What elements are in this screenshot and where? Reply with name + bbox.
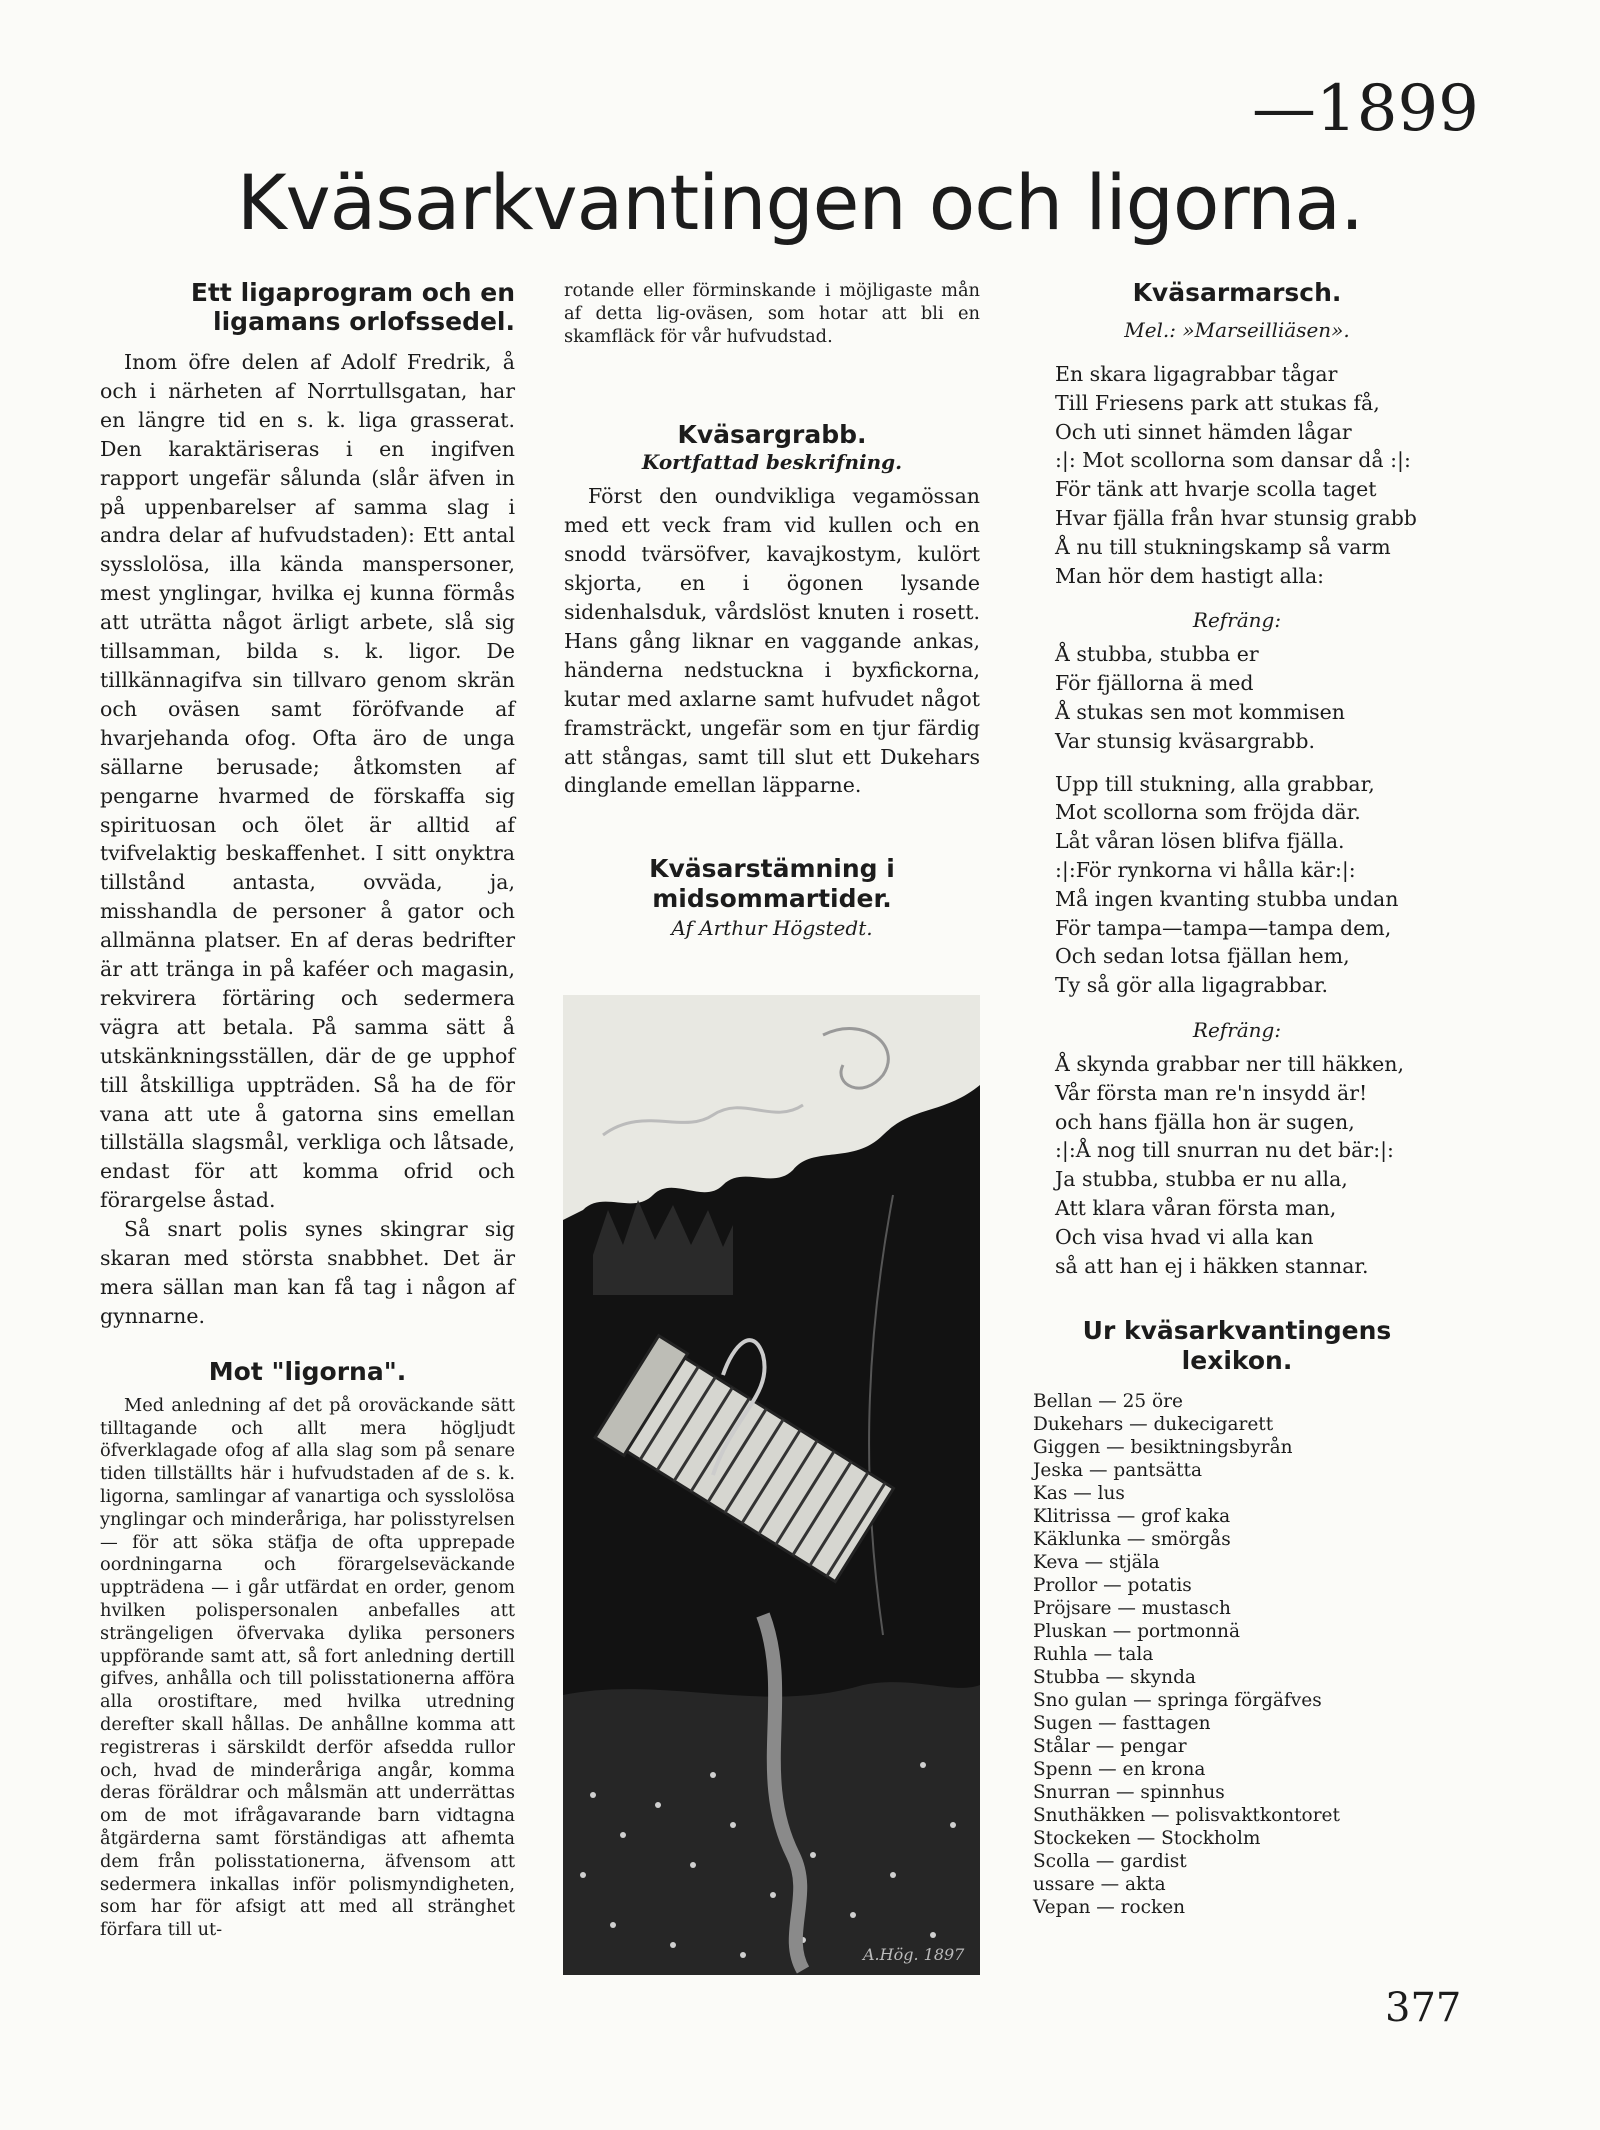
poem-line: Ty så gör alla ligagrabbar.: [1055, 973, 1329, 998]
lexicon-entry: Keva — stjäla: [1033, 1552, 1160, 1574]
byline: Af Arthur Högstedt.: [671, 916, 873, 941]
lexicon-entry: Snurran — spinnhus: [1033, 1782, 1225, 1804]
poem-line: Ja stubba, stubba er nu alla,: [1055, 1167, 1348, 1192]
lexicon-entry: Dukehars — dukecigarett: [1033, 1414, 1274, 1436]
year-header: —1899: [1252, 72, 1479, 146]
paragraph: rotande eller förminskande i möjligaste mån af detta lig-oväsen, som hotar att bli en skamfläck för vår hufvudstad.: [564, 280, 980, 347]
poem-line: Och sedan lotsa fjällan hem,: [1055, 944, 1350, 969]
lexicon-entry: Scolla — gardist: [1033, 1851, 1187, 1873]
poem-line: Å skynda grabbar ner till häkken,: [1055, 1051, 1405, 1076]
poem-line: Mot scollorna som fröjda där.: [1055, 800, 1361, 825]
poem-line: :|:För rynkorna vi hålla kär:|:: [1055, 857, 1356, 882]
poem-line: Å stubba, stubba er: [1055, 642, 1259, 667]
lexicon-entry: Pluskan — portmonnä: [1033, 1621, 1240, 1643]
section-heading-mot-ligorna: Mot "ligorna".: [208, 1356, 407, 1386]
lexicon-entry: Stålar — pengar: [1033, 1736, 1187, 1758]
poem-line: Upp till stukning, alla grabbar,: [1055, 771, 1375, 796]
article-ligaprogram: [100, 348, 515, 1331]
poem-line: Var stunsig kväsargrabb.: [1055, 728, 1316, 753]
svg-text:A.Hög. 1897: A.Hög. 1897: [863, 1945, 965, 1964]
paragraph: Först den oundvikliga vegamössan med ett veck fram vid kullen och en snodd tvärsöfver, kavajkostym, kulört skjorta, en i ögonen lysande sidenhalsduk, vårdslöst knuten i rosett. Hans gång liknar en vaggande ankas, händerna nedstuckna i byxfickorna, kutar med axlarne samt hufvudet något framsträckt, ungefär som en tjur färdig att stångas, samt till slut ett Dukehars dinglande emellan läpparne.: [564, 484, 980, 798]
melody-note: Mel.: »Marseilliäsen».: [1124, 318, 1350, 342]
paragraph: Med anledning af det på oroväckande sätt tilltagande och allt mera högljudt öfverklagade ofog af alla slag som på senare tiden tillställts här i hufvudstaden af de s. k. ligorna, samlingar af vanartiga och sysslolösa ynglingar och minderåriga, har polisstyrelsen — för att söka stäfja de ofta upprepade oordningarna och förargelseväckande uppträdena — i går utfärdat en order, genom hvilken polispersonalen anbefalles att strängeligen öfvervaka dylika personers uppförande samt att, så fort anledning dertill gifves, anhålla och till polisstationerna afföra alla orostiftare, med hvilka utredning derefter skall hållas. De anhållne komma att registreras i särskildt derför afsedda rullor och, hvad de minderåriga angår, komma deras föräldrar och målsmän att underrättas om de mot ifrågavarande barn vidtagna åtgärderna samt förständigas att afhemta dem från polisstationerna, äfvensom att sedermera inkallas inför polismyndigheten, som har för afsigt att med all stränghet förfara till ut-: [100, 1394, 515, 1941]
lexicon-entry: Snuthäkken — polisvaktkontoret: [1033, 1805, 1340, 1827]
refrain-label: Refräng:: [1192, 608, 1282, 633]
poem-line: Å stukas sen mot kommisen: [1055, 699, 1345, 724]
lexicon-entry: Sugen — fasttagen: [1033, 1713, 1211, 1735]
poem-line: Att klara våran första man,: [1055, 1195, 1337, 1220]
paragraph: Inom öfre delen af Adolf Fredrik, å och i närheten af Norrtullsgatan, har en längre tid en s. k. liga grasserat. Den karaktäriseras i en ingifven rapport ungefär sålunda (slår äfven in på uppenbarelser af samma slag i andra delar af hufvudstaden): Ett antal sysslolösa, illa kända manspersoner, mest ynglingar, hvilka ej kunna förmås att uträtta något ärligt arbete, slå sig tillsamman, bilda s. k. ligor. De tillkännagifva sin tillvaro genom skrän och oväsen samt föröfvande af hvarjehanda ofog. Ofta äro de unga sällarne berusade; åtkomsten af pengarne hvarmed de förskaffa sig spirituosan och ölet är alltid af tvifvelaktig beskaffenhet. I sitt onyktra tillstånd antasta, ovväda, ja, misshandla de personer å gator och allmänna platser. En af deras bedrifter är att tränga in på kaféer och magasin, rekvirera förtäring och sedermera vägra att betala. På samma sätt å utskänkningsställen, där de ge upphof till åtskilliga uppträden. Så ha de för vana att ute å gatorna sins emellan tillställa slagsmål, verkliga och låtsade, endast för att komma ofrid och förargelse åstad.: [100, 350, 515, 1213]
article-mot-ligorna: [100, 1395, 515, 1942]
section-heading-kvasarstamning: Kväsarstämning i midsommartider.: [649, 854, 895, 914]
lexicon-entry: Prollor — potatis: [1033, 1575, 1192, 1597]
column-middle: [564, 280, 980, 956]
lexicon-entry: Kas — lus: [1033, 1483, 1125, 1505]
article-continuation: [564, 280, 980, 348]
lexicon-entry: Klitrissa — grof kaka: [1033, 1506, 1231, 1528]
lexicon-entry: Pröjsare — mustasch: [1033, 1598, 1231, 1620]
lexicon-entry: Stubba — skynda: [1033, 1667, 1196, 1689]
section-heading-ligaprogram: Ett ligaprogram och en ligamans orlofssedel.: [190, 278, 515, 336]
refrain-label: Refräng:: [1192, 1017, 1282, 1042]
section-heading-lexikon: Ur kväsarkvantingens lexikon.: [1082, 1316, 1392, 1376]
poem-line: Låt våran lösen blifva fjälla.: [1055, 829, 1345, 854]
poem-line: Och visa hvad vi alla kan: [1055, 1224, 1314, 1249]
poem-line: För tampa—tampa—tampa dem,: [1055, 915, 1392, 940]
poem-stanza-2: [1055, 770, 1441, 1000]
poem-line: Till Friesens park att stukas få,: [1055, 390, 1380, 415]
lexicon-entry: Käklunka — smörgås: [1033, 1529, 1231, 1551]
poem-line: Å nu till stukningskamp så varm: [1055, 534, 1391, 559]
poem-line: Vår första man re'n insydd är!: [1055, 1080, 1368, 1105]
poem-line: För fjällorna ä med: [1055, 671, 1254, 696]
lexicon-entry: Bellan — 25 öre: [1033, 1391, 1183, 1413]
lexicon-entry: Ruhla — tala: [1033, 1644, 1154, 1666]
poem-line: :|: Mot scollorna som dansar då :|:: [1055, 448, 1411, 473]
page-number: 377: [1385, 1985, 1462, 2031]
lexicon-entry: Spenn — en krona: [1033, 1759, 1206, 1781]
lexicon-entry: Stockeken — Stockholm: [1033, 1828, 1261, 1850]
lexicon-entry: Vepan — rocken: [1033, 1897, 1186, 1919]
poem-line: En skara ligagrabbar tågar: [1055, 362, 1338, 386]
lexicon-entry: Jeska — pantsätta: [1033, 1460, 1203, 1482]
poem-refrain-1: [1055, 640, 1441, 755]
poem-line: För tänk att hvarje scolla taget: [1055, 477, 1377, 502]
column-left: [100, 278, 515, 1942]
paragraph: Så snart polis synes skingrar sig skaran med största snabbhet. Det är mera sällan man kan få tag i någon af gynnarne.: [100, 1217, 515, 1328]
poem-line: Och uti sinnet hämden lågar: [1055, 419, 1352, 444]
accordion-illustration: [563, 995, 980, 1975]
article-kvasargrabb: [564, 482, 980, 800]
poem-line: Må ingen kvanting stubba undan: [1055, 886, 1399, 911]
poem-line: och hans fjälla hon är sugen,: [1055, 1109, 1355, 1134]
poem-line: så att han ej i häkken stannar.: [1055, 1253, 1369, 1278]
lexicon-list: [1033, 1390, 1441, 1919]
poem-line: Man hör dem hastigt alla:: [1055, 563, 1325, 588]
column-right: [1033, 278, 1441, 1919]
poem-line: :|:Å nog till snurran nu det bär:|:: [1055, 1138, 1394, 1163]
lexicon-entry: Sno gulan — springa förgäfves: [1033, 1690, 1322, 1712]
section-heading-kvasarmarsch: Kväsarmarsch.: [1132, 278, 1342, 307]
page-title: Kväsarkvantingen och ligorna.: [236, 158, 1364, 247]
lexicon-entry: ussare — akta: [1033, 1874, 1166, 1896]
poem-stanza-1: [1055, 360, 1441, 590]
section-subheading: Kortfattad beskrifning.: [641, 450, 903, 475]
poem-line: Hvar fjälla från hvar stunsig grabb: [1055, 505, 1417, 530]
section-heading-kvasargrabb: Kväsargrabb.: [677, 420, 867, 450]
lexicon-entry: Giggen — besiktningsbyrån: [1033, 1437, 1293, 1459]
poem-refrain-2: [1055, 1050, 1441, 1280]
